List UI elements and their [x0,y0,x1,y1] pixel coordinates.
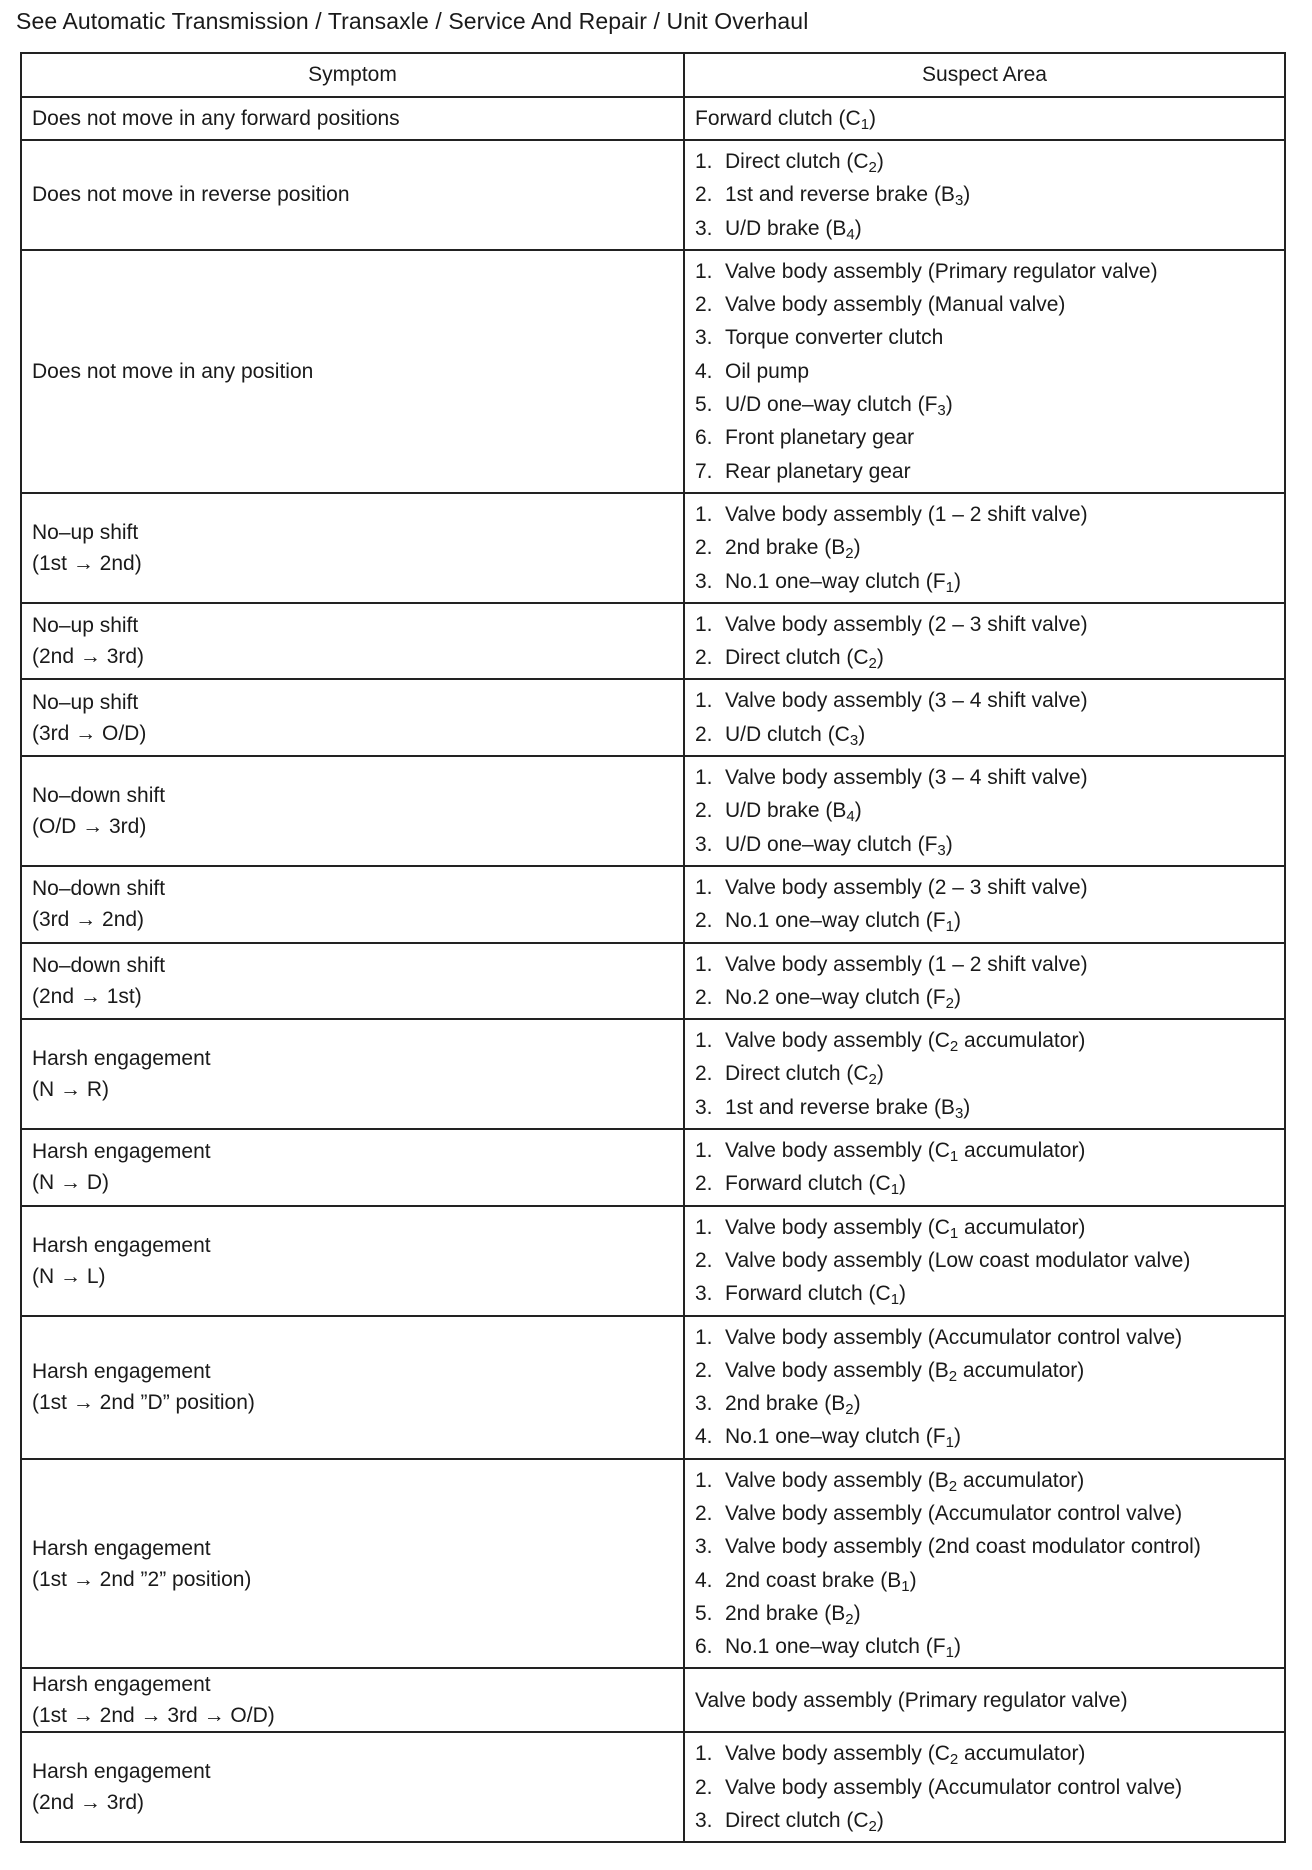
suspect-list [695,1134,1274,1201]
suspect-text: Valve body assembly ($C_2$ accumulator) [725,1742,1086,1769]
symptom-text: No–down shift [32,877,166,901]
symptom-text: (N → D) [32,1171,109,1195]
suspect-item: 3. Forward clutch $(C_1)$ [695,1282,907,1309]
symptom-text: Harsh engagement [32,1360,211,1384]
suspect-text: Forward clutch $(C_1)$ [725,1172,907,1199]
suspect-area-cell [684,97,1285,140]
symptom-cell [21,140,684,250]
suspect-text: 2nd coast brake $(B_1)$ [725,1568,917,1595]
suspect-item: 2. U/D clutch $(C_3)$ [695,722,866,749]
suspect-area-cell [684,1668,1285,1732]
suspect-text: Valve body assembly ($B_2$ accumulator) [725,1358,1085,1385]
suspect-list [695,498,1274,598]
suspect-list [695,255,1274,488]
symptom-cell [21,943,684,1020]
suspect-item: 6. No.1 one–way clutch $(F_1)$ [695,1635,961,1662]
suspect-text: U/D one–way clutch $(F_3)$ [725,393,953,420]
suspect-list [695,145,1274,245]
symptom-text: Harsh engagement [32,1673,211,1697]
symptom-text: (2nd → 1st) [32,984,142,1008]
suspect-text: Direct clutch $(C_2)$ [725,646,884,673]
symptom-text: (3rd → 2nd) [32,908,145,932]
suspect-text: Valve body assembly (3 – 4 shift valve) [725,766,1088,790]
suspect-item: 2. Valve body assembly (Low coast modulator valve) [695,1248,1191,1272]
suspect-text: Valve body assembly ($C_2$ accumulator) [725,1029,1086,1056]
symptom-cell [21,679,684,756]
symptom-text: (1st → 2nd ”2” position) [32,1567,252,1591]
suspect-area-cell [684,943,1285,1020]
suspect-list [695,1211,1274,1311]
suspect-text: Valve body assembly (2 – 3 shift valve) [725,612,1088,636]
symptom-text: (3rd → O/D) [32,721,147,745]
symptom-text: Harsh engagement [32,1760,211,1784]
suspect-item: 3. 2nd brake $(B_2)$ [695,1392,861,1419]
suspect-item: 1. Valve body assembly (Accumulator control valve) [695,1325,1183,1349]
suspect-list [695,684,1274,751]
suspect-item: 1. Direct clutch $(C_2)$ [695,150,884,176]
page-breadcrumb: See Automatic Transmission / Transaxle / Service And Repair / Unit Overhaul [16,8,809,34]
suspect-item: 4. 2nd coast brake $(B_1)$ [695,1568,917,1595]
suspect-item: 1. Valve body assembly (2 – 3 shift valve) [695,612,1088,636]
suspect-item: 1. Valve body assembly (3 – 4 shift valve) [695,766,1088,790]
suspect-item: 3. No.1 one–way clutch $(F_1)$ [695,569,961,596]
suspect-text: 2nd brake $(B_2)$ [725,1392,861,1419]
suspect-item: 1. Valve body assembly (2 – 3 shift valve) [695,875,1088,899]
symptom-cell [21,97,684,140]
suspect-text: Forward clutch $(C_1)$ [725,1282,907,1309]
suspect-item: 2. Valve body assembly (Accumulator control valve) [695,1501,1183,1525]
suspect-item: 2. Forward clutch $(C_1)$ [695,1172,907,1199]
suspect-item: 1. Valve body assembly ($C_2$ accumulator) [695,1029,1086,1056]
symptom-text: (O/D → 3rd) [32,814,147,838]
suspect-item: 1. Valve body assembly (Primary regulator valve) [695,259,1158,283]
suspect-text: Valve body assembly (Accumulator control valve) [725,1501,1183,1525]
suspect-area-cell [684,1019,1285,1129]
symptom-cell [21,866,684,943]
suspect-area-cell [684,1459,1285,1669]
suspect-item: 2. No.2 one–way clutch $(F_2)$ [695,985,961,1012]
suspect-item: 1. Valve body assembly ($C_1$ accumulator) [695,1215,1086,1242]
suspect-item: 1. Valve body assembly (1 – 2 shift valve) [695,952,1088,976]
suspect-item: 2. U/D brake $(B_4)$ [695,799,862,826]
suspect-text: Rear planetary gear [725,459,911,483]
suspect-list [695,1464,1274,1664]
suspect-item: 3. Torque converter clutch [695,326,944,350]
suspect-text: U/D clutch $(C_3)$ [725,722,866,749]
table-row [21,679,1285,756]
suspect-item: 3. Valve body assembly (2nd coast modulator control) [695,1535,1201,1559]
suspect-item: 2. Direct clutch $(C_2)$ [695,1062,884,1089]
suspect-item: 4. Oil pump [695,359,810,383]
suspect-text: Oil pump [725,359,810,383]
suspect-text: Valve body assembly (1 – 2 shift valve) [725,952,1088,976]
symptom-cell [21,1206,684,1316]
symptom-text: Harsh engagement [32,1536,211,1560]
suspect-item: 1. Valve body assembly (3 – 4 shift valve) [695,689,1088,713]
suspect-list [695,608,1274,675]
symptom-text: (1st → 2nd → 3rd → O/D) [32,1704,275,1728]
suspect-area-cell [684,1316,1285,1459]
suspect-item: 5. 2nd brake $(B_2)$ [695,1601,861,1628]
suspect-area-cell [684,250,1285,493]
symptom-text: (2nd → 3rd) [32,645,145,669]
column-header-symptom: Symptom [21,53,684,97]
suspect-area-cell [684,1129,1285,1206]
symptom-text: (N → R) [32,1078,109,1102]
symptom-cell [21,756,684,866]
symptom-cell [21,1732,684,1842]
suspect-text: Valve body assembly (2 – 3 shift valve) [725,875,1088,899]
symptom-cell [21,493,684,603]
suspect-list [695,948,1274,1015]
suspect-text: Valve body assembly (3 – 4 shift valve) [725,689,1088,713]
suspect-text: No.1 one–way clutch $(F_1)$ [725,569,961,596]
suspect-item: 3. 1st and reverse brake $(B_3)$ [695,1095,971,1122]
suspect-text: Valve body assembly (Manual valve) [725,293,1066,317]
suspect-item: 2. Valve body assembly (Accumulator control valve) [695,1775,1183,1799]
suspect-text: Valve body assembly ($B_2$ accumulator) [725,1468,1085,1495]
suspect-item: 1. Valve body assembly ($C_1$ accumulator) [695,1139,1086,1166]
suspect-item: 5. U/D one–way clutch $(F_3)$ [695,393,953,420]
suspect-text: Valve body assembly (Accumulator control valve) [725,1325,1183,1349]
column-header-suspect-area: Suspect Area [684,53,1285,97]
suspect-text: Valve body assembly (Accumulator control valve) [725,1775,1183,1799]
table-row [21,140,1285,250]
suspect-item: 1. Valve body assembly (1 – 2 shift valve) [695,502,1088,526]
suspect-text: Valve body assembly (2nd coast modulator control) [725,1535,1201,1559]
table-row [21,603,1285,680]
symptom-text: Harsh engagement [32,1047,211,1071]
suspect-list [695,871,1274,938]
suspect-item: 2. Direct clutch $(C_2)$ [695,646,884,673]
troubleshooting-table [20,52,1286,1843]
suspect-area-cell [684,1732,1285,1842]
table-header-row [21,53,1285,97]
suspect-text: No.1 one–way clutch $(F_1)$ [725,1425,961,1452]
symptom-cell [21,1019,684,1129]
symptom-cell [21,1459,684,1669]
suspect-item: 1. Valve body assembly ($B_2$ accumulator) [695,1468,1085,1495]
symptom-text: Harsh engagement [32,1140,211,1164]
suspect-area-cell [684,866,1285,943]
suspect-list [695,1737,1274,1837]
symptom-text: Does not move in reverse position [32,183,350,207]
symptom-text: (N → L) [32,1264,106,1288]
suspect-list [695,1024,1274,1124]
suspect-item: 3. Direct clutch $(C_2)$ [695,1809,884,1836]
suspect-item: 2. Valve body assembly ($B_2$ accumulator) [695,1358,1085,1385]
suspect-item: 4. No.1 one–way clutch $(F_1)$ [695,1425,961,1452]
table-row [21,493,1285,603]
symptom-cell [21,1129,684,1206]
symptom-cell [21,1668,684,1732]
suspect-area-cell [684,1206,1285,1316]
suspect-item: 2. 2nd brake $(B_2)$ [695,536,861,563]
suspect-text: No.1 one–way clutch $(F_1)$ [725,909,961,936]
table-body [21,97,1285,1842]
suspect-area-cell [684,679,1285,756]
suspect-text: Direct clutch $(C_2)$ [725,1062,884,1089]
suspect-list [695,761,1274,861]
suspect-text: 1st and reverse brake $(B_3)$ [725,183,971,210]
symptom-text: No–down shift [32,783,166,807]
suspect-text: Direct clutch $(C_2)$ [725,1809,884,1836]
suspect-item: 3. U/D one–way clutch $(F_3)$ [695,832,953,859]
table-row [21,1019,1285,1129]
symptom-text: (2nd → 3rd) [32,1791,145,1815]
suspect-text: Torque converter clutch [725,326,944,350]
suspect-item: 7. Rear planetary gear [695,459,911,483]
suspect-text: Valve body assembly ($C_1$ accumulator) [725,1215,1086,1242]
symptom-text: No–up shift [32,690,139,714]
suspect-text: 2nd brake $(B_2)$ [725,1601,861,1628]
suspect-text: 2nd brake $(B_2)$ [725,536,861,563]
table-row [21,1459,1285,1669]
table-row [21,97,1285,140]
suspect-item: 2. 1st and reverse brake $(B_3)$ [695,183,971,210]
suspect-item: 1. Valve body assembly ($C_2$ accumulator) [695,1742,1086,1769]
suspect-item: 3. U/D brake $(B_4)$ [695,216,862,243]
suspect-text: Valve body assembly (Primary regulator valve) [725,259,1158,283]
suspect-item: 2. No.1 one–way clutch $(F_1)$ [695,909,961,936]
table-row [21,756,1285,866]
suspect-area-cell [684,603,1285,680]
table-row [21,1732,1285,1842]
symptom-text: No–up shift [32,520,139,544]
suspect-text: Valve body assembly ($C_1$ accumulator) [725,1139,1086,1166]
suspect-list [695,1321,1274,1454]
symptom-text: Does not move in any position [32,359,314,383]
suspect-text: No.1 one–way clutch $(F_1)$ [725,1635,961,1662]
suspect-text: Valve body assembly (Low coast modulator valve) [725,1248,1191,1272]
suspect-text: Forward clutch $(C_1)$ [695,107,877,133]
suspect-text: Valve body assembly (1 – 2 shift valve) [725,502,1088,526]
symptom-text: No–down shift [32,953,166,977]
symptom-cell [21,250,684,493]
table-row [21,1129,1285,1206]
symptom-text: (1st → 2nd ”D” position) [32,1391,255,1415]
suspect-text: Direct clutch $(C_2)$ [725,150,884,176]
symptom-text: No–up shift [32,614,139,638]
table-row [21,1668,1285,1732]
suspect-area-cell [684,756,1285,866]
suspect-text: U/D brake $(B_4)$ [725,799,862,826]
symptom-cell [21,603,684,680]
table-row [21,866,1285,943]
table-row [21,1206,1285,1316]
suspect-area-cell [684,493,1285,603]
symptom-cell [21,1316,684,1459]
suspect-text: U/D brake $(B_4)$ [725,216,862,243]
suspect-text: Front planetary gear [725,426,915,450]
symptom-text: Does not move in any forward positions [32,107,400,130]
suspect-text: Valve body assembly (Primary regulator valve) [695,1688,1128,1712]
table-row [21,943,1285,1020]
table-row [21,1316,1285,1459]
table-row [21,250,1285,493]
suspect-item: 2. Valve body assembly (Manual valve) [695,293,1066,317]
suspect-item: 6. Front planetary gear [695,426,915,450]
symptom-text: Harsh engagement [32,1233,211,1257]
suspect-text: U/D one–way clutch $(F_3)$ [725,832,953,859]
suspect-text: No.2 one–way clutch $(F_2)$ [725,985,961,1012]
suspect-text: 1st and reverse brake $(B_3)$ [725,1095,971,1122]
suspect-area-cell [684,140,1285,250]
symptom-text: (1st → 2nd) [32,551,142,575]
